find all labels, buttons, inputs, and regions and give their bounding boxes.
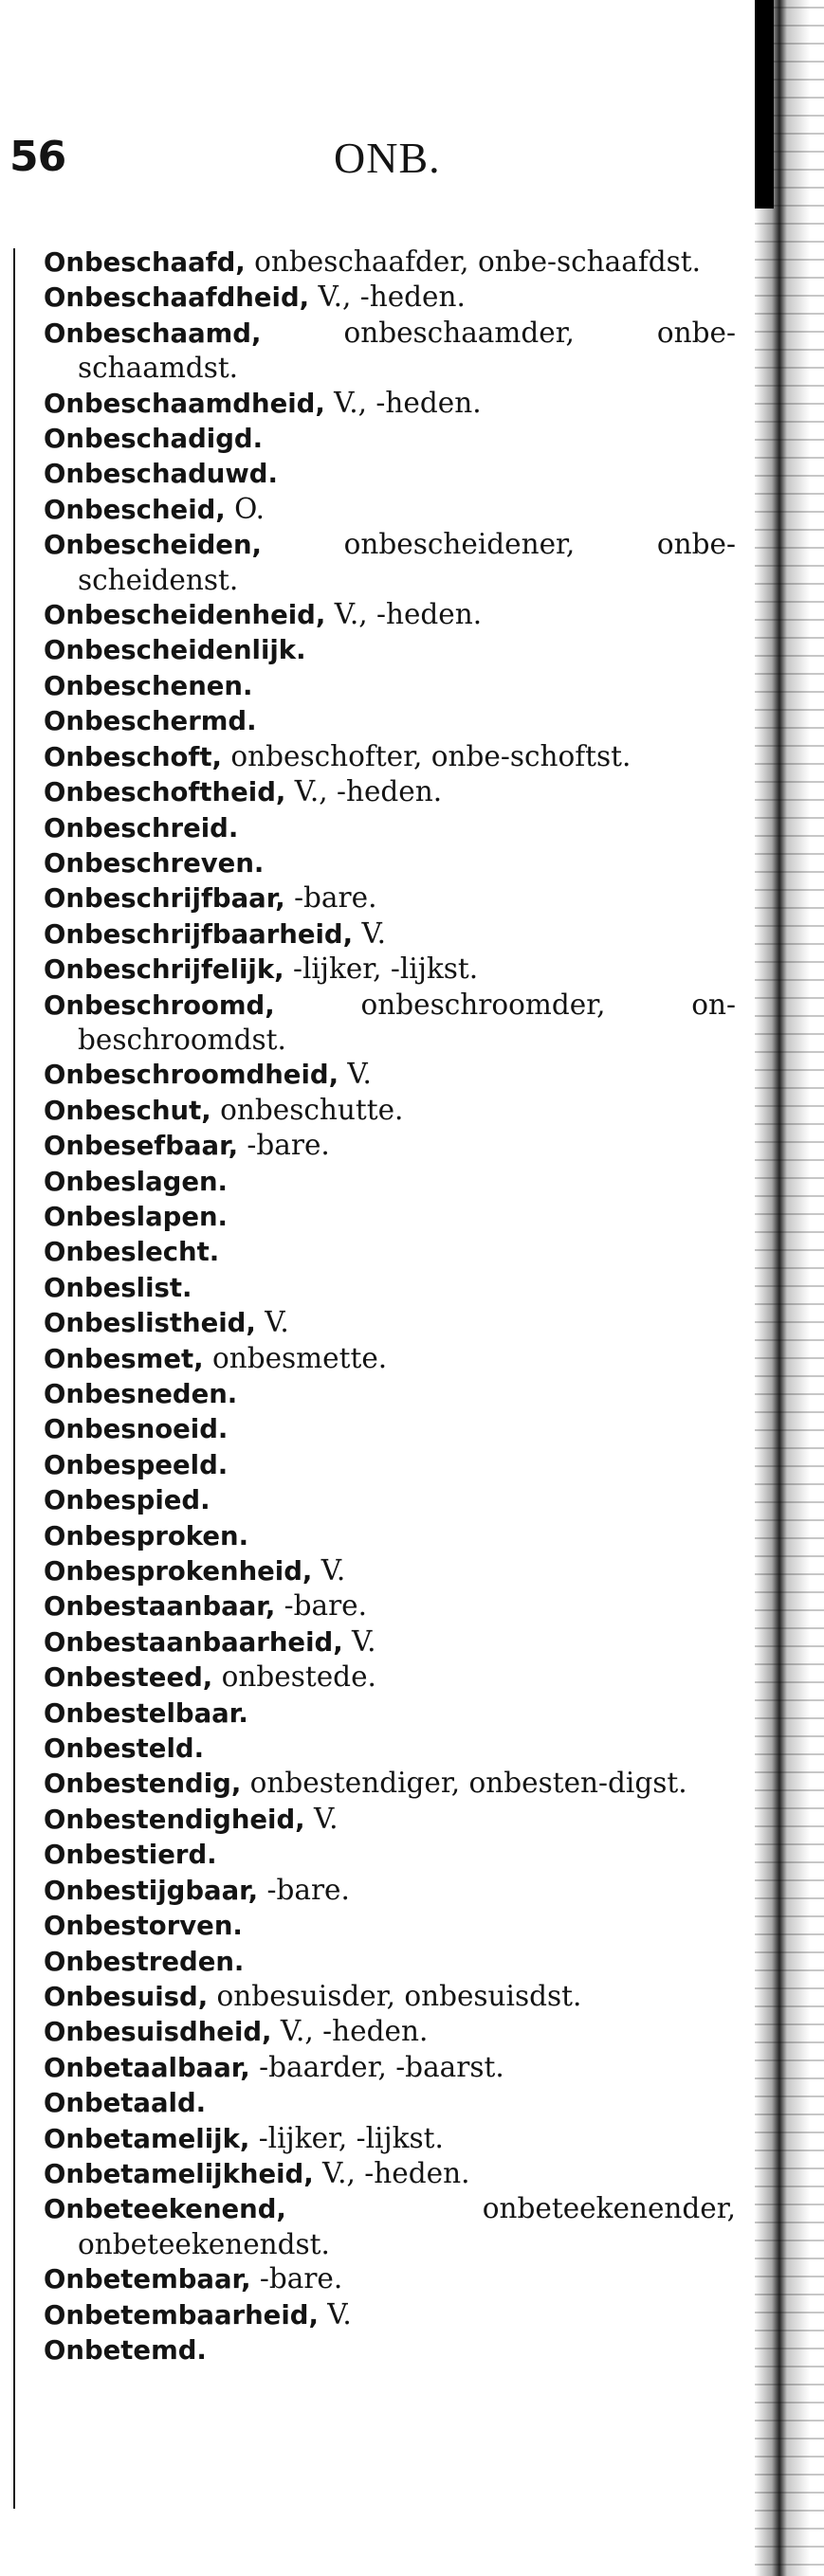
entry-headword: Onbescheidenlijk.	[44, 635, 306, 666]
dictionary-entry	[44, 1093, 736, 1128]
dictionary-entry	[44, 2014, 736, 2049]
dictionary-entry	[44, 1588, 736, 1624]
entry-forms: onbescheidener, onbe-scheidenst.	[78, 528, 736, 596]
entry-headword: Onbeschoft,	[44, 741, 222, 772]
entry-headword: Onbesuisdheid,	[44, 2017, 272, 2048]
dictionary-entry	[44, 2191, 736, 2261]
entry-headword: Onbestaanbaar,	[44, 1591, 276, 1623]
dictionary-entry	[44, 1979, 736, 2014]
entry-forms: onbesuisder, onbesuisdst.	[208, 1979, 582, 2012]
column-rule	[13, 248, 15, 2509]
dictionary-entry	[44, 1660, 736, 1695]
entry-forms: onbeteekenender, onbeteekenendst.	[78, 2192, 736, 2260]
entry-forms: -bare.	[275, 1589, 368, 1623]
entry-headword: Onbeschoftheid,	[44, 777, 286, 808]
dictionary-entry	[44, 456, 736, 491]
entry-list	[44, 245, 736, 2367]
dictionary-entry	[44, 2121, 736, 2156]
dictionary-entry	[44, 703, 736, 738]
entry-headword: Onbeslagen.	[44, 1166, 229, 1197]
dictionary-entry	[44, 1164, 736, 1199]
dictionary-entry	[44, 1908, 736, 1943]
dictionary-entry	[44, 632, 736, 667]
dictionary-entry	[44, 2332, 736, 2367]
dictionary-entry	[44, 1944, 736, 1979]
entry-headword: Onbeschaduwd.	[44, 459, 278, 490]
dictionary-entry	[44, 1624, 736, 1660]
entry-forms: -bare.	[284, 881, 377, 915]
entry-headword: Onbestierd.	[44, 1840, 217, 1871]
scanned-page-edge	[755, 0, 824, 2576]
entry-headword: Onbesuisd,	[44, 1981, 209, 2012]
entry-headword: Onbesmet,	[44, 1343, 204, 1374]
dictionary-entry	[44, 1411, 736, 1446]
entry-headword: Onbeslecht.	[44, 1237, 220, 1268]
dictionary-entry	[44, 1234, 736, 1269]
entry-headword: Onbeschermd.	[44, 706, 257, 737]
entry-headword: Onbeschut,	[44, 1095, 211, 1126]
entry-headword: Onbesefbaar,	[44, 1131, 239, 1162]
dictionary-entry	[44, 2050, 736, 2085]
entry-headword: Onbetaald.	[44, 2088, 207, 2119]
entry-headword: Onbeschaamdheid,	[44, 388, 325, 419]
entry-headword: Onbetaalbaar,	[44, 2052, 250, 2083]
entry-forms: onbeschutte.	[211, 1093, 404, 1126]
entry-forms: V., -heden.	[309, 281, 466, 314]
entry-headword: Onbescheid,	[44, 494, 226, 525]
dictionary-entry	[44, 1305, 736, 1340]
entry-forms: -bare.	[258, 1873, 350, 1906]
dictionary-entry	[44, 1057, 736, 1092]
entry-forms: -bare.	[250, 2262, 343, 2295]
entry-headword: Onbeschrijfbaar,	[44, 883, 285, 915]
dictionary-entry	[44, 1128, 736, 1163]
dictionary-entry	[44, 1447, 736, 1482]
entry-headword: Onbesneden.	[44, 1379, 238, 1409]
dictionary-entry	[44, 1341, 736, 1376]
dictionary-entry	[44, 1376, 736, 1411]
dictionary-entry	[44, 2261, 736, 2296]
entry-forms: V.	[312, 1554, 346, 1587]
page-header	[0, 133, 778, 190]
entry-headword: Onbestelbaar.	[44, 1697, 248, 1729]
dictionary-entry	[44, 916, 736, 952]
entry-headword: Onbesproken.	[44, 1520, 249, 1551]
entry-headword: Onbeschreid.	[44, 812, 239, 844]
entry-forms: V., -heden.	[325, 598, 483, 631]
dictionary-entry	[44, 492, 736, 527]
entry-headword: Onbetemd.	[44, 2334, 207, 2366]
entry-headword: Onbestaanbaarheid,	[44, 1626, 343, 1658]
dictionary-entry	[44, 316, 736, 386]
entry-headword: Onbeslist.	[44, 1272, 192, 1303]
entry-headword: Onbeteekenend,	[44, 2194, 286, 2225]
entry-headword: Onbesteld.	[44, 1733, 205, 1765]
entry-headword: Onbeschroomd,	[44, 989, 275, 1021]
entry-headword: Onbeschadigd.	[44, 424, 264, 455]
entry-forms: -lijker, -lijkst.	[284, 952, 479, 986]
entry-headword: Onbeslapen.	[44, 1201, 229, 1232]
dictionary-entry	[44, 1553, 736, 1588]
dictionary-entry	[44, 1837, 736, 1872]
entry-forms: onbestendiger, onbesten-digst.	[241, 1767, 687, 1800]
dictionary-entry	[44, 1199, 736, 1234]
entry-headword: Onbesprokenheid,	[44, 1556, 313, 1587]
dictionary-entry	[44, 1270, 736, 1305]
entry-forms: -baarder, -baarst.	[249, 2050, 504, 2083]
entry-headword: Onbestijgbaar,	[44, 1875, 259, 1906]
entry-forms: V.	[353, 916, 386, 950]
entry-forms: -lijker, -lijkst.	[249, 2121, 444, 2154]
entry-forms: onbeschaamder, onbe-schaamdst.	[78, 316, 736, 385]
entry-forms: onbeschofter, onbe-schoftst.	[222, 739, 632, 772]
entry-forms: V.	[342, 1624, 376, 1658]
entry-forms: V., -heden.	[324, 386, 482, 419]
entry-forms: onbesmette.	[203, 1341, 388, 1374]
dictionary-entry	[44, 1696, 736, 1731]
entry-headword: Onbeschreven.	[44, 847, 265, 879]
entry-forms: V., -heden.	[313, 2156, 470, 2189]
entry-headword: Onbetembaar,	[44, 2264, 251, 2295]
entry-headword: Onbespied.	[44, 1485, 211, 1516]
dictionary-entry	[44, 988, 736, 1058]
entry-forms: V.	[318, 2297, 352, 2331]
dictionary-entry	[44, 280, 736, 315]
page-number: 56	[9, 133, 66, 181]
entry-forms: V.	[304, 1802, 339, 1835]
entry-headword: Onbeslistheid,	[44, 1308, 256, 1339]
dictionary-entry	[44, 1518, 736, 1553]
dictionary-entry	[44, 2085, 736, 2120]
entry-headword: Onbespeeld.	[44, 1449, 229, 1480]
entry-forms: V., -heden.	[271, 2015, 429, 2048]
dictionary-entry	[44, 1731, 736, 1766]
entry-forms: V., -heden.	[285, 775, 443, 808]
entry-headword: Onbeschrijfbaarheid,	[44, 918, 354, 950]
dictionary-entry	[44, 880, 736, 916]
dictionary-entry	[44, 597, 736, 632]
entry-headword: Onbetamelijkheid,	[44, 2158, 314, 2189]
entry-headword: Onbesnoeid.	[44, 1414, 229, 1445]
dictionary-entry	[44, 739, 736, 774]
entry-headword: Onbestendigheid,	[44, 1804, 305, 1835]
entry-forms: -bare.	[238, 1129, 330, 1162]
entry-headword: Onbestreden.	[44, 1946, 245, 1977]
entry-headword: Onbeschrijfelijk,	[44, 954, 284, 986]
dictionary-entry	[44, 810, 736, 845]
entry-forms: O.	[225, 492, 265, 525]
running-head: ONB.	[334, 134, 441, 182]
dictionary-entry	[44, 1873, 736, 1908]
dictionary-entry	[44, 668, 736, 703]
dictionary-entry	[44, 1802, 736, 1837]
dictionary-entry	[44, 386, 736, 421]
dictionary-entry	[44, 774, 736, 809]
entry-headword: Onbeschroomdheid,	[44, 1060, 339, 1091]
dictionary-entry	[44, 245, 736, 280]
entry-headword: Onbesteed,	[44, 1662, 213, 1694]
entry-headword: Onbestorven.	[44, 1911, 243, 1942]
dictionary-entry	[44, 1766, 736, 1801]
entry-headword: Onbeschenen.	[44, 670, 253, 701]
dictionary-entry	[44, 2156, 736, 2191]
dictionary-entry	[44, 421, 736, 456]
dictionary-entry	[44, 1482, 736, 1517]
entry-headword: Onbetembaarheid,	[44, 2299, 319, 2331]
entry-forms: V.	[339, 1058, 372, 1091]
entry-headword: Onbeschaafdheid,	[44, 282, 310, 314]
entry-headword: Onbeschaafd,	[44, 247, 246, 278]
entry-headword: Onbescheidenheid,	[44, 600, 326, 631]
entry-forms: onbeschroomder, on-beschroomdst.	[78, 988, 736, 1056]
entry-forms: V.	[255, 1306, 289, 1339]
dictionary-entry	[44, 952, 736, 987]
entry-headword: Onbetamelijk,	[44, 2123, 250, 2154]
dictionary-entry	[44, 845, 736, 880]
entry-forms: onbestede.	[212, 1660, 376, 1694]
dictionary-entry	[44, 527, 736, 597]
entry-headword: Onbestendig,	[44, 1769, 242, 1800]
entry-headword: Onbescheiden,	[44, 530, 262, 561]
entry-headword: Onbeschaamd,	[44, 317, 262, 349]
entry-forms: onbeschaafder, onbe-schaafdst.	[245, 245, 702, 278]
dictionary-entry	[44, 2297, 736, 2332]
